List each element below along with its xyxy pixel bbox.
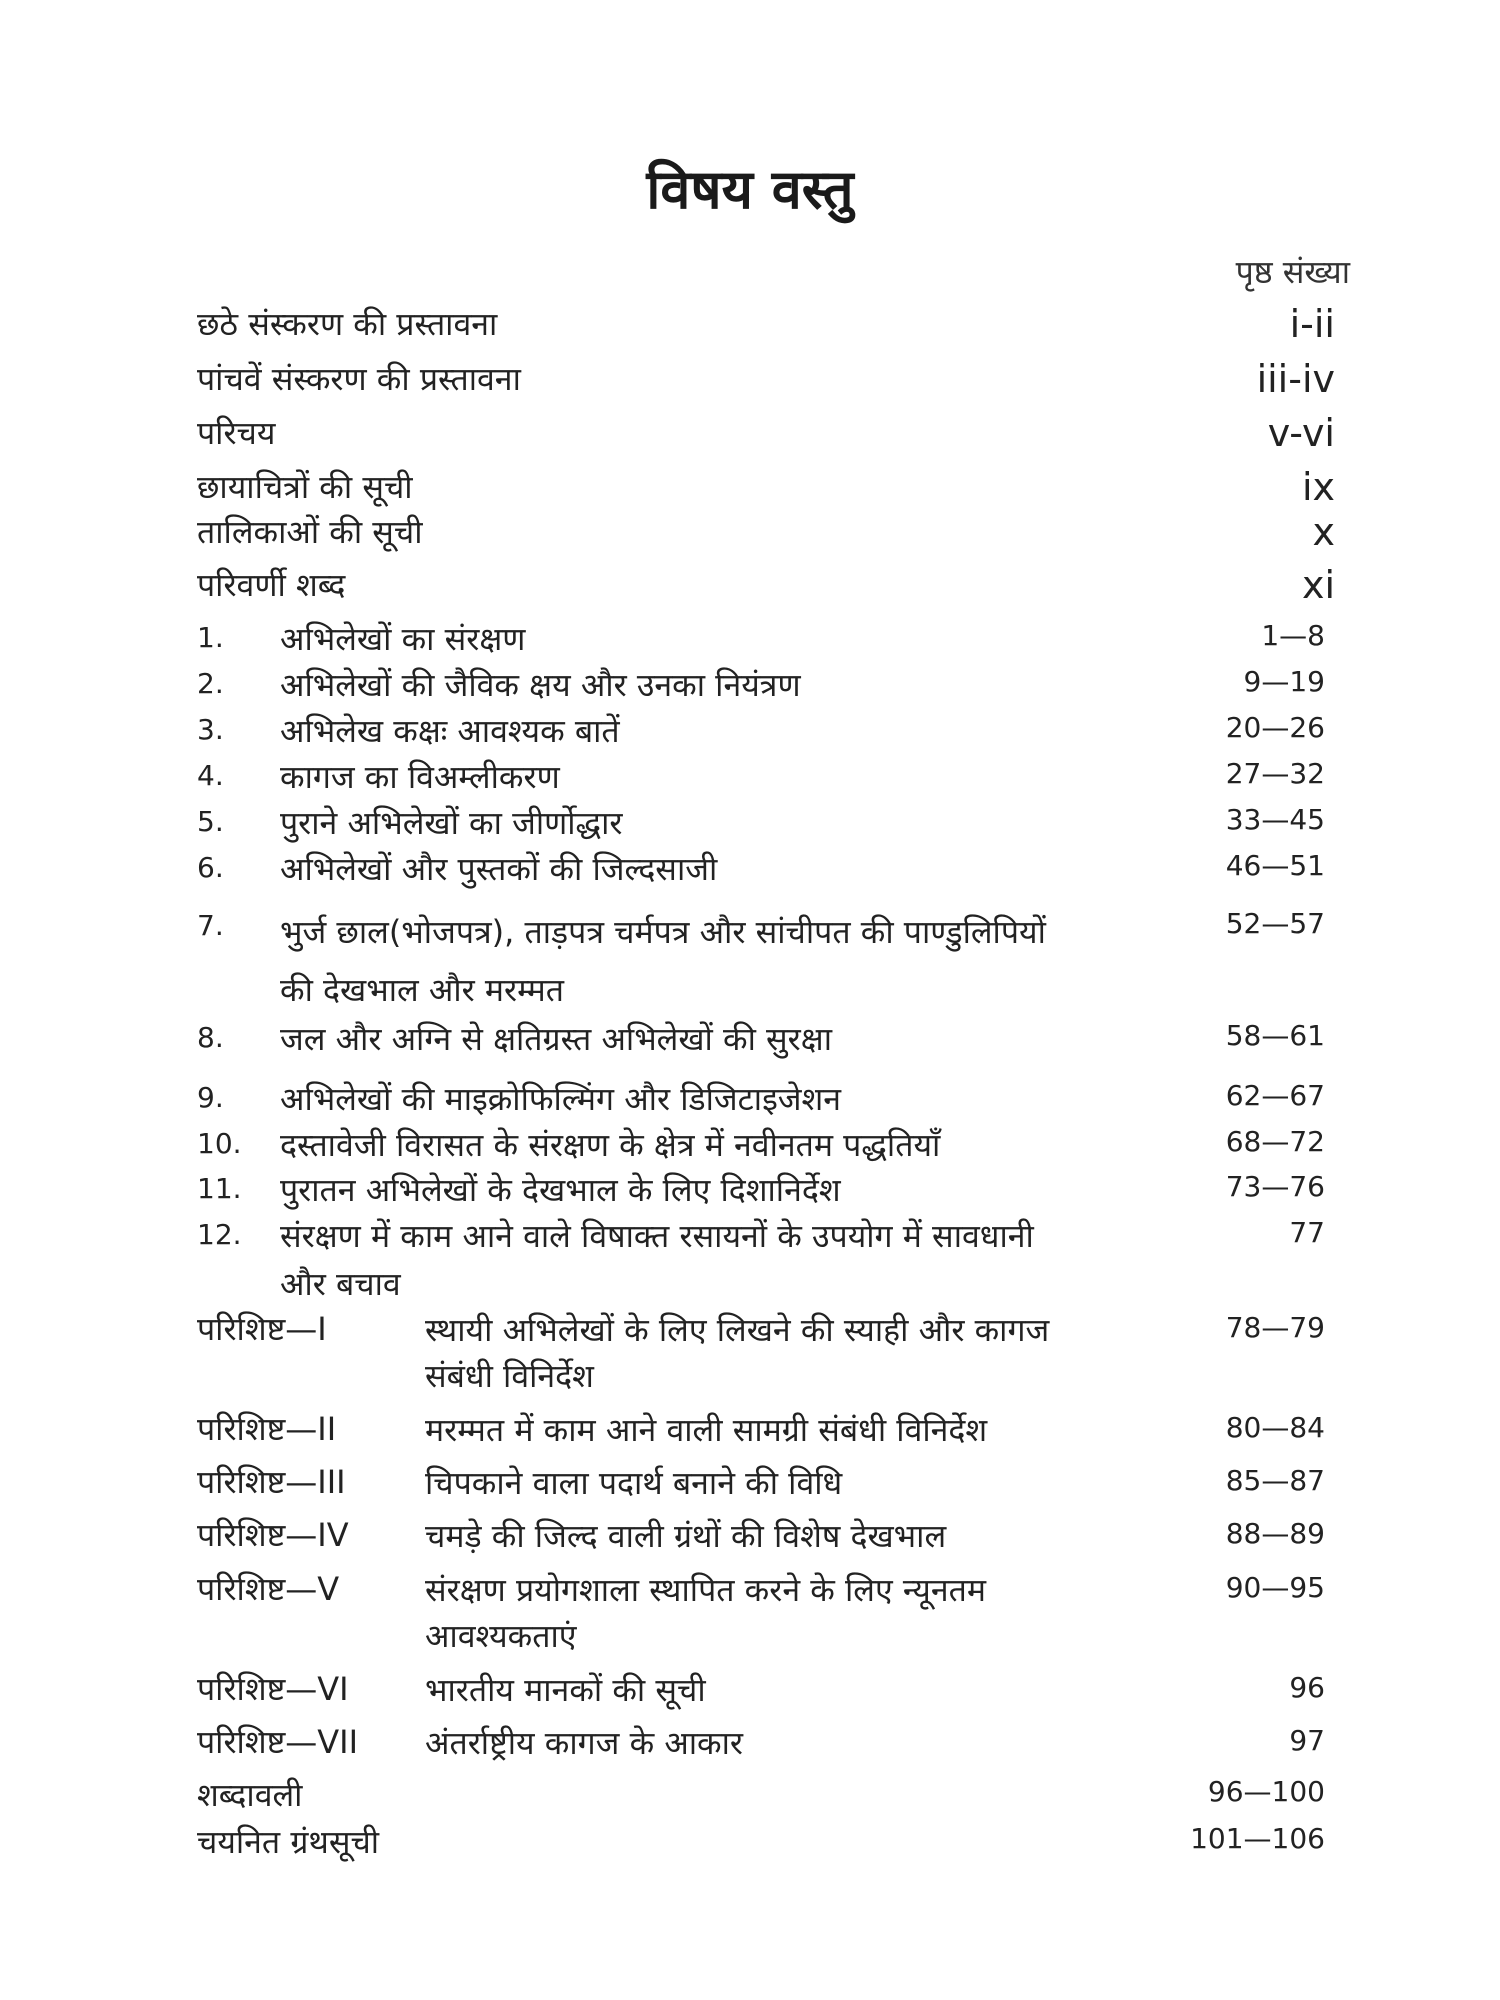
toc-entry-title: संरक्षण प्रयोगशाला स्थापित करने के लिए न्यूनतम आवश्यकताएं	[425, 1571, 987, 1655]
chapter-number: 4.	[197, 759, 224, 792]
toc-entry-title: अभिलेखों का संरक्षण	[280, 620, 526, 658]
toc-entry-title: पुराने अभिलेखों का जीर्णोद्धार	[280, 804, 623, 842]
toc-entry-page: i-ii	[1289, 302, 1335, 346]
toc-entry-page: 77	[1289, 1216, 1325, 1249]
appendix-label: परिशिष्ट—VII	[197, 1723, 359, 1761]
appendix-label: परिशिष्ट—V	[197, 1570, 340, 1608]
toc-entry-title: भुर्ज छाल(भोजपत्र), ताड़पत्र चर्मपत्र और सांचीपत की पाण्डुलिपियों की देखभाल और मरम्मत	[280, 913, 1046, 1009]
toc-entry-title: मरम्मत में काम आने वाली सामग्री संबंधी विनिर्देश	[425, 1411, 988, 1449]
chapter-number: 5.	[197, 805, 224, 838]
toc-entry-title: अभिलेखों की माइक्रोफिल्मिंग और डिजिटाइजेशन	[280, 1080, 842, 1118]
chapter-number: 7.	[197, 909, 224, 942]
page-title: विषय वस्तु	[646, 158, 854, 221]
toc-entry-page: 9—19	[1243, 665, 1325, 698]
toc-entry-title: दस्तावेजी विरासत के संरक्षण के क्षेत्र में नवीनतम पद्धतियाँ	[280, 1126, 941, 1164]
appendix-label: परिशिष्ट—VI	[197, 1670, 349, 1708]
chapter-number: 6.	[197, 851, 224, 884]
toc-entry-title: पुरातन अभिलेखों के देखभाल के लिए दिशानिर्देश	[280, 1171, 841, 1209]
chapter-number: 10.	[197, 1127, 242, 1160]
page-number-column-header: पृष्ठ संख्या	[1235, 253, 1350, 291]
toc-entry-page: 46—51	[1225, 849, 1325, 882]
toc-entry-title: भारतीय मानकों की सूची	[425, 1671, 706, 1709]
toc-entry-title: संरक्षण में काम आने वाले विषाक्त रसायनों के उपयोग में सावधानी और बचाव	[280, 1217, 1034, 1303]
toc-entry-page: 90—95	[1225, 1571, 1325, 1604]
chapter-number: 9.	[197, 1081, 224, 1114]
appendix-label: परिशिष्ट—III	[197, 1463, 346, 1501]
toc-entry-title: परिवर्णी शब्द	[197, 566, 346, 604]
chapter-number: 11.	[197, 1172, 242, 1205]
toc-entry-page: 1—8	[1261, 619, 1325, 652]
toc-entry-page: 62—67	[1225, 1079, 1325, 1112]
toc-entry-page: 80—84	[1225, 1411, 1325, 1444]
toc-entry-title: छायाचित्रों की सूची	[197, 468, 413, 506]
toc-entry-page: 97	[1289, 1724, 1325, 1757]
toc-entry-page: iii-iv	[1256, 357, 1335, 401]
toc-entry-title: अभिलेख कक्षः आवश्यक बातें	[280, 712, 620, 750]
appendix-label: परिशिष्ट—IV	[197, 1516, 349, 1554]
toc-entry-title: परिचय	[197, 414, 276, 452]
toc-entry-page: 68—72	[1225, 1125, 1325, 1158]
toc-entry-title: अंतर्राष्ट्रीय कागज के आकार	[425, 1724, 743, 1762]
toc-entry-page: xi	[1301, 563, 1335, 607]
toc-entry-page: x	[1312, 510, 1335, 554]
toc-entry-title: शब्दावली	[197, 1776, 303, 1814]
toc-entry-title: स्थायी अभिलेखों के लिए लिखने की स्याही और कागज संबंधी विनिर्देश	[425, 1311, 1050, 1395]
toc-entry-title: चयनित ग्रंथसूची	[197, 1823, 380, 1861]
toc-entry-title: अभिलेखों की जैविक क्षय और उनका नियंत्रण	[280, 666, 801, 704]
toc-entry-page: 73—76	[1225, 1170, 1325, 1203]
toc-entry-title: तालिकाओं की सूची	[197, 513, 423, 551]
toc-entry-page: 78—79	[1225, 1311, 1325, 1344]
toc-entry-title: चमड़े की जिल्द वाली ग्रंथों की विशेष देखभाल	[425, 1517, 947, 1555]
toc-entry-title: अभिलेखों और पुस्तकों की जिल्दसाजी	[280, 850, 718, 888]
appendix-label: परिशिष्ट—I	[197, 1310, 327, 1348]
toc-entry-page: 33—45	[1225, 803, 1325, 836]
toc-entry-page: 20—26	[1225, 711, 1325, 744]
appendix-label: परिशिष्ट—II	[197, 1410, 337, 1448]
toc-entry-page: ix	[1301, 465, 1335, 509]
toc-entry-page: 52—57	[1225, 907, 1325, 940]
chapter-number: 8.	[197, 1021, 224, 1054]
toc-entry-page: 88—89	[1225, 1517, 1325, 1550]
toc-entry-page: 27—32	[1225, 757, 1325, 790]
chapter-number: 12.	[197, 1218, 242, 1251]
chapter-number: 3.	[197, 713, 224, 746]
toc-entry-page: 96	[1289, 1671, 1325, 1704]
chapter-number: 2.	[197, 667, 224, 700]
toc-entry-title: कागज का विअम्लीकरण	[280, 758, 560, 796]
toc-entry-title: छठे संस्करण की प्रस्तावना	[197, 305, 498, 343]
chapter-number: 1.	[197, 621, 224, 654]
toc-entry-page: 101—106	[1190, 1822, 1325, 1855]
toc-entry-page: 85—87	[1225, 1464, 1325, 1497]
toc-entry-page: 96—100	[1207, 1775, 1325, 1808]
toc-entry-page: 58—61	[1225, 1019, 1325, 1052]
toc-entry-title: चिपकाने वाला पदार्थ बनाने की विधि	[425, 1464, 843, 1502]
toc-entry-page: v-vi	[1267, 411, 1335, 455]
toc-entry-title: पांचवें संस्करण की प्रस्तावना	[197, 360, 521, 398]
toc-entry-title: जल और अग्नि से क्षतिग्रस्त अभिलेखों की सुरक्षा	[280, 1020, 833, 1058]
